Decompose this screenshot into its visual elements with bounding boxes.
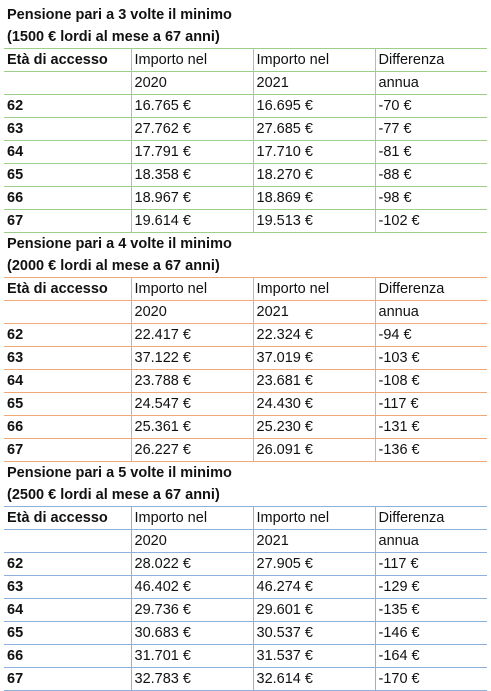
section-subtitle: (2500 € lordi al mese a 67 anni): [7, 487, 220, 503]
cell-2020: 31.701 €: [131, 645, 253, 668]
header-amount-2020: Importo nel: [131, 278, 253, 301]
cell-2020: 23.788 €: [131, 370, 253, 393]
cell-difference: -117 €: [375, 393, 487, 416]
cell-difference: -135 €: [375, 599, 487, 622]
cell-2020: 29.736 €: [131, 599, 253, 622]
cell-difference: -170 €: [375, 668, 487, 691]
cell-age: 62: [4, 553, 131, 576]
header-amount-2020: Importo nel: [131, 507, 253, 530]
header-amount-2020: Importo nel: [131, 49, 253, 72]
header-row-2: [4, 301, 487, 324]
cell-difference: -117 €: [375, 553, 487, 576]
cell-2021: 22.324 €: [253, 324, 375, 347]
cell-age: 67: [4, 668, 131, 691]
cell-2020: 26.227 €: [131, 439, 253, 462]
cell-age: 65: [4, 622, 131, 645]
table-row: [4, 164, 487, 187]
cell-2020: 37.122 €: [131, 347, 253, 370]
cell-difference: -102 €: [375, 210, 487, 233]
table-row: [4, 370, 487, 393]
cell-2020: 17.791 €: [131, 141, 253, 164]
cell-2020: 22.417 €: [131, 324, 253, 347]
cell-difference: -136 €: [375, 439, 487, 462]
cell-age: 66: [4, 416, 131, 439]
header-amount-2020-year: 2020: [131, 301, 253, 324]
section-title: Pensione pari a 3 volte il minimo: [7, 7, 232, 23]
cell-2021: 32.614 €: [253, 668, 375, 691]
header-age-2: [4, 72, 131, 95]
cell-age: 65: [4, 164, 131, 187]
cell-difference: -88 €: [375, 164, 487, 187]
cell-2020: 32.783 €: [131, 668, 253, 691]
cell-2021: 19.513 €: [253, 210, 375, 233]
cell-difference: -146 €: [375, 622, 487, 645]
header-age-2: [4, 530, 131, 553]
cell-2021: 37.019 €: [253, 347, 375, 370]
header-age: Età di accesso: [4, 278, 131, 301]
cell-2020: 18.358 €: [131, 164, 253, 187]
cell-age: 64: [4, 599, 131, 622]
table-row: [4, 599, 487, 622]
header-amount-2020-year: 2020: [131, 530, 253, 553]
cell-difference: -108 €: [375, 370, 487, 393]
header-difference-annual: annua: [375, 530, 487, 553]
section-title: Pensione pari a 5 volte il minimo: [7, 465, 232, 481]
cell-difference: -131 €: [375, 416, 487, 439]
header-difference: Differenza: [375, 49, 487, 72]
cell-difference: -103 €: [375, 347, 487, 370]
header-amount-2020-year: 2020: [131, 72, 253, 95]
table-row: [4, 141, 487, 164]
section-subtitle: (2000 € lordi al mese a 67 anni): [7, 258, 220, 274]
table-row: [4, 347, 487, 370]
table-row: [4, 95, 487, 118]
cell-2021: 30.537 €: [253, 622, 375, 645]
table-row: [4, 118, 487, 141]
table-row: [4, 439, 487, 462]
cell-age: 62: [4, 95, 131, 118]
cell-2020: 30.683 €: [131, 622, 253, 645]
table-row: [4, 187, 487, 210]
section-4x-minimum: [4, 233, 487, 462]
cell-age: 66: [4, 645, 131, 668]
cell-difference: -77 €: [375, 118, 487, 141]
cell-difference: -164 €: [375, 645, 487, 668]
cell-difference: -70 €: [375, 95, 487, 118]
header-amount-2021-year: 2021: [253, 530, 375, 553]
table-row: [4, 393, 487, 416]
cell-2020: 27.762 €: [131, 118, 253, 141]
section-title: Pensione pari a 4 volte il minimo: [7, 236, 232, 252]
table-row: [4, 645, 487, 668]
table-row: [4, 576, 487, 599]
cell-age: 66: [4, 187, 131, 210]
cell-age: 62: [4, 324, 131, 347]
table-row: [4, 553, 487, 576]
cell-2021: 46.274 €: [253, 576, 375, 599]
cell-2021: 31.537 €: [253, 645, 375, 668]
cell-2021: 16.695 €: [253, 95, 375, 118]
pension-table: [4, 48, 487, 233]
header-row: [4, 507, 487, 530]
header-row-2: [4, 72, 487, 95]
table-row: [4, 416, 487, 439]
section-5x-minimum: [4, 462, 487, 691]
cell-difference: -98 €: [375, 187, 487, 210]
cell-2021: 17.710 €: [253, 141, 375, 164]
section-3x-minimum: [4, 4, 487, 233]
cell-2020: 24.547 €: [131, 393, 253, 416]
cell-2021: 29.601 €: [253, 599, 375, 622]
header-amount-2021: Importo nel: [253, 278, 375, 301]
cell-age: 63: [4, 118, 131, 141]
cell-age: 64: [4, 370, 131, 393]
cell-age: 63: [4, 347, 131, 370]
header-difference-annual: annua: [375, 72, 487, 95]
header-amount-2021: Importo nel: [253, 507, 375, 530]
header-amount-2021: Importo nel: [253, 49, 375, 72]
cell-2021: 26.091 €: [253, 439, 375, 462]
cell-2021: 27.685 €: [253, 118, 375, 141]
cell-2021: 27.905 €: [253, 553, 375, 576]
cell-2020: 46.402 €: [131, 576, 253, 599]
header-amount-2021-year: 2021: [253, 301, 375, 324]
table-row: [4, 622, 487, 645]
cell-2020: 18.967 €: [131, 187, 253, 210]
header-age: Età di accesso: [4, 49, 131, 72]
header-amount-2021-year: 2021: [253, 72, 375, 95]
cell-age: 67: [4, 439, 131, 462]
header-difference-annual: annua: [375, 301, 487, 324]
header-age-2: [4, 301, 131, 324]
cell-age: 63: [4, 576, 131, 599]
cell-difference: -129 €: [375, 576, 487, 599]
header-row-2: [4, 530, 487, 553]
header-row: [4, 49, 487, 72]
header-difference: Differenza: [375, 278, 487, 301]
cell-difference: -94 €: [375, 324, 487, 347]
table-row: [4, 668, 487, 691]
cell-2021: 24.430 €: [253, 393, 375, 416]
table-row: [4, 324, 487, 347]
cell-2021: 23.681 €: [253, 370, 375, 393]
table-row: [4, 210, 487, 233]
cell-2020: 28.022 €: [131, 553, 253, 576]
cell-2020: 16.765 €: [131, 95, 253, 118]
pension-table: [4, 506, 487, 691]
cell-2021: 18.270 €: [253, 164, 375, 187]
cell-2021: 25.230 €: [253, 416, 375, 439]
section-subtitle: (1500 € lordi al mese a 67 anni): [7, 29, 220, 45]
cell-2020: 19.614 €: [131, 210, 253, 233]
cell-age: 65: [4, 393, 131, 416]
cell-age: 64: [4, 141, 131, 164]
cell-2021: 18.869 €: [253, 187, 375, 210]
header-row: [4, 278, 487, 301]
pension-table: [4, 277, 487, 462]
cell-age: 67: [4, 210, 131, 233]
cell-difference: -81 €: [375, 141, 487, 164]
header-difference: Differenza: [375, 507, 487, 530]
header-age: Età di accesso: [4, 507, 131, 530]
cell-2020: 25.361 €: [131, 416, 253, 439]
